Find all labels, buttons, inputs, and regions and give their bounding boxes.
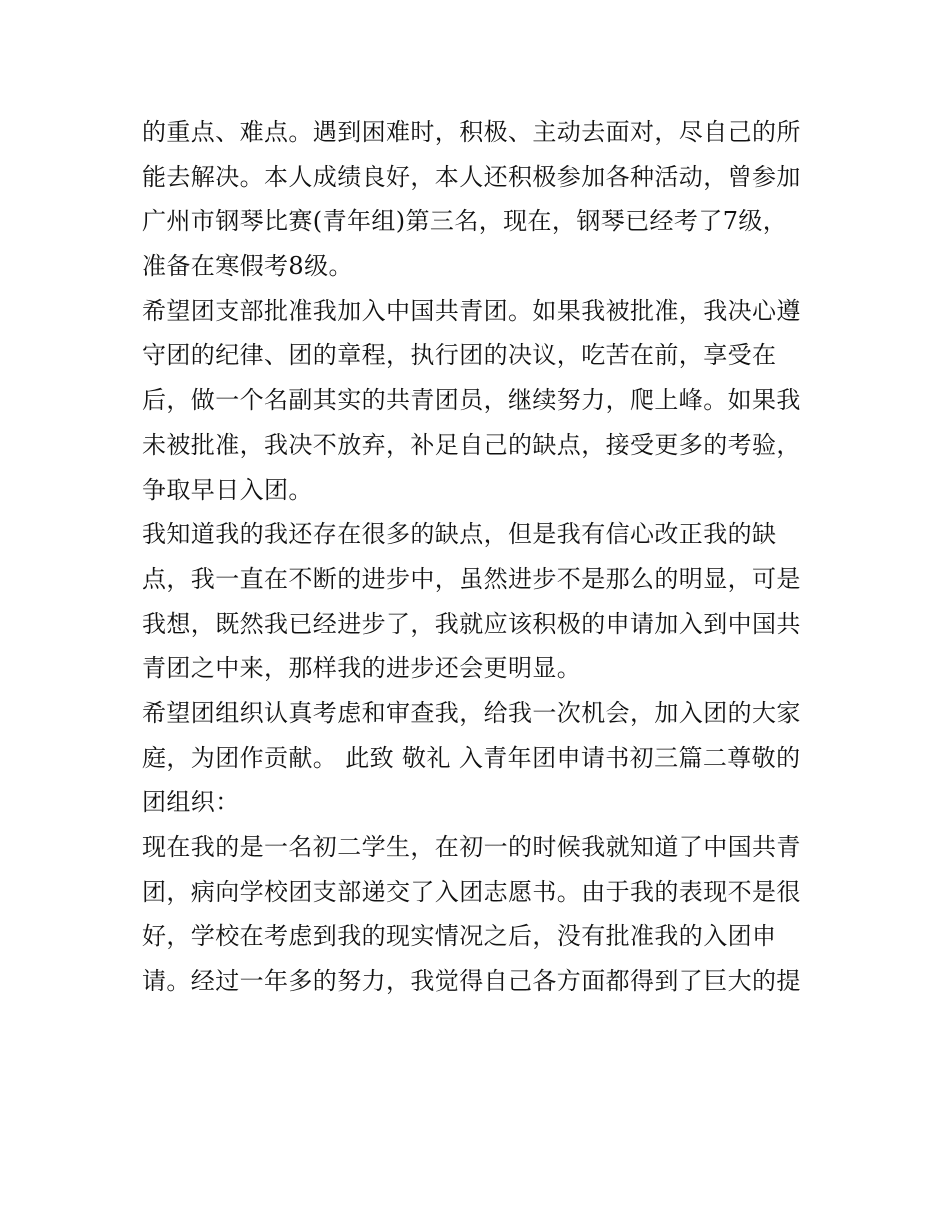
text-line: 争取早日入团。 [142,475,313,504]
text-line: 现在我的是一名初二学生，在初一的时候我就知道了中国共青 [142,833,801,861]
text-line: 准备在寒假考8级。 [142,252,353,281]
text-line: 庭，为团作贡献。 此致 敬礼 入青年团申请书初三篇二尊敬的 [142,743,801,772]
text-line: 团组织： [142,788,240,817]
text-line: 未被批准，我决不放弃，补足自己的缺点，接受更多的考验， [142,430,801,459]
text-line: 团，病向学校团支部递交了入团志愿书。由于我的表现不是很 [142,877,801,906]
text-line: 希望团支部批准我加入中国共青团。如果我被批准，我决心遵 [142,296,801,325]
text-line: 希望团组织认真考虑和审查我，给我一次机会，加入团的大家 [142,698,801,727]
text-line: 请。经过一年多的努力，我觉得自己各方面都得到了巨大的提 [142,967,801,996]
document-body [142,110,822,1004]
text-line: 好，学校在考虑到我的现实情况之后，没有批准我的入团申 [142,922,777,951]
text-line: 后，做一个名副其实的共青团员，继续努力，爬上峰。如果我 [142,386,801,415]
text-line: 能去解决。本人成绩良好，本人还积极参加各种活动，曾参加 [142,162,801,191]
text-line: 广州市钢琴比赛(青年组)第三名，现在，钢琴已经考了7级， [142,207,788,236]
text-line: 我知道我的我还存在很多的缺点，但是我有信心改正我的缺 [142,520,777,549]
text-line: 青团之中来，那样我的进步还会更明显。 [142,654,582,683]
text-line: 的重点、难点。遇到困难时，积极、主动去面对，尽自己的所 [142,118,801,146]
text-line: 点，我一直在不断的进步中，虽然进步不是那么的明显，可是 [142,564,801,593]
text-line: 守团的纪律、团的章程，执行团的决议，吃苦在前，享受在 [142,341,777,370]
text-line: 我想，既然我已经进步了，我就应该积极的申请加入到中国共 [142,609,801,638]
